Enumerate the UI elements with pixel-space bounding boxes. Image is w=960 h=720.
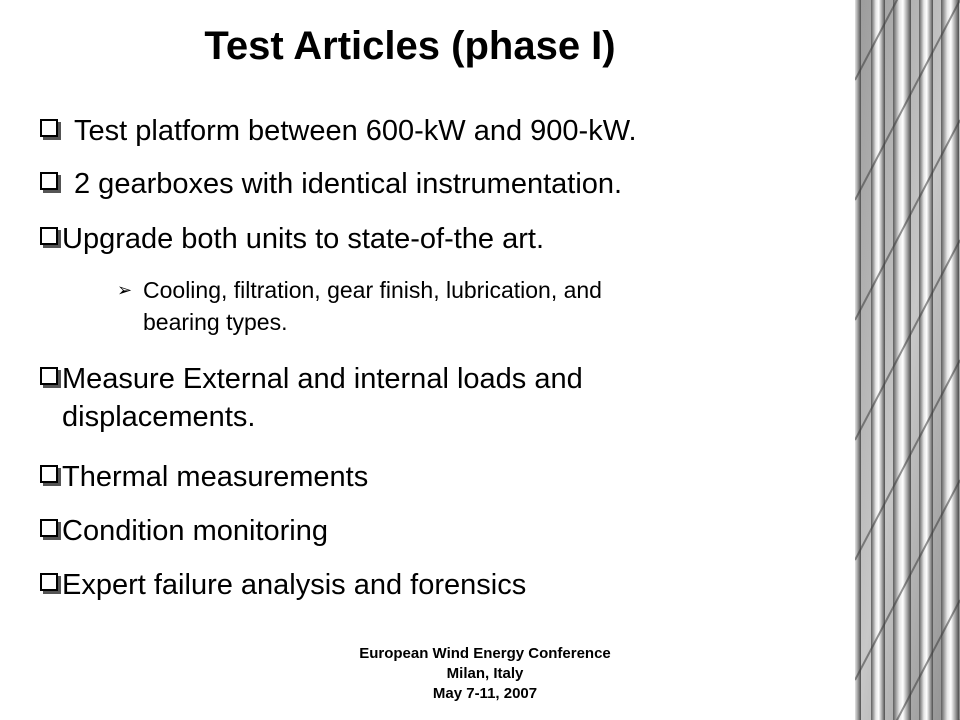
bullet-text: Upgrade both units to state-of-the art. (62, 223, 544, 255)
footer-date: May 7-11, 2007 (432, 685, 538, 702)
bullet-item (40, 566, 526, 604)
bullet-item (40, 165, 622, 203)
bullet-item (40, 512, 328, 550)
square-bullet-icon (40, 172, 58, 190)
bullet-item (40, 220, 544, 258)
sub-bullet-line: Cooling, filtration, gear finish, lubrication, and (143, 277, 602, 303)
footer (240, 644, 730, 704)
bullet-item (40, 112, 637, 150)
sub-bullet-text (143, 274, 823, 338)
bullet-text (62, 360, 583, 436)
metal-gear-texture (855, 0, 960, 720)
footer-conference: European Wind Energy Conference (359, 645, 611, 662)
bullet-line: Measure External and internal loads and (62, 363, 583, 395)
bullet-text: Thermal measurements (62, 461, 369, 493)
bullet-text: Expert failure analysis and forensics (62, 569, 527, 601)
square-bullet-icon (40, 227, 58, 245)
bullet-item (40, 360, 583, 436)
square-bullet-icon (40, 573, 58, 591)
square-bullet-icon (40, 367, 58, 385)
sub-bullet-item (117, 274, 823, 338)
gear-texture-image (855, 0, 960, 720)
bullet-text: Condition monitoring (62, 515, 328, 547)
slide-title: Test Articles (phase I) (204, 24, 616, 68)
footer-location: Milan, Italy (446, 665, 524, 682)
bullet-text: Test platform between 600-kW and 900-kW. (74, 115, 637, 147)
bullet-item (40, 458, 368, 496)
bullet-line: displacements. (62, 401, 256, 433)
bullet-text: 2 gearboxes with identical instrumentation. (74, 168, 623, 200)
square-bullet-icon (40, 465, 58, 483)
sub-bullet-line: bearing types. (143, 309, 288, 335)
square-bullet-icon (40, 519, 58, 537)
square-bullet-icon (40, 119, 58, 137)
arrowhead-icon: ➢ (117, 280, 133, 300)
